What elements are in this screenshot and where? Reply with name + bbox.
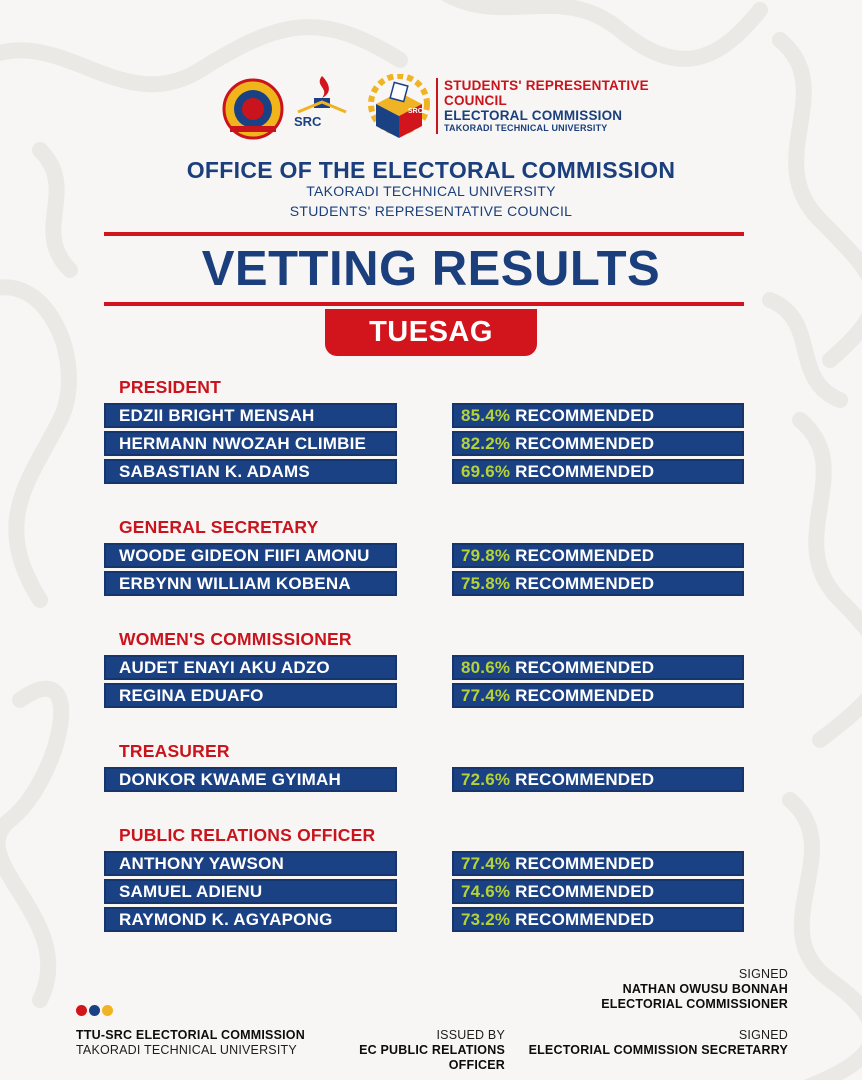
page-title: VETTING RESULTS [201,242,661,296]
result-percent: 73.2% [461,910,511,929]
candidate-name: REGINA EDUAFO [104,683,397,708]
ec-badge-text: SRC [408,108,423,115]
signatory-title: ELECTORIAL COMMISSION SECRETARRY [528,1043,788,1057]
result-status: RECOMMENDED [515,546,655,565]
candidate-name: HERMANN NWOZAH CLIMBIE [104,431,397,456]
signed-label: SIGNED [738,967,788,981]
result-status: RECOMMENDED [515,882,655,901]
footer-org [76,1028,305,1058]
result-percent: 77.4% [461,686,511,705]
category-title: PRESIDENT [119,377,221,397]
result-status: RECOMMENDED [515,854,655,873]
result-status: RECOMMENDED [515,406,655,425]
council-name: STUDENTS' REPRESENTATIVE COUNCIL [289,203,573,219]
ec-line2: ELECTORAL COMMISSION [444,108,623,123]
issued-by-label: ISSUED BY [436,1028,505,1042]
footer-dot-yellow [102,1005,113,1016]
footer-dot-red [76,1005,87,1016]
candidate-result [452,571,744,596]
issued-by: EC PUBLIC RELATIONS OFFICER [359,1043,505,1072]
candidate-result [452,879,744,904]
category-title: TREASURER [119,741,230,761]
candidate-name: DONKOR KWAME GYIMAH [104,767,397,792]
result-percent: 75.8% [461,574,511,593]
result-status: RECOMMENDED [515,574,655,593]
signed-label: SIGNED [738,1028,788,1042]
signatory-title: ELECTORIAL COMMISSIONER [601,997,788,1011]
candidate-name: WOODE GIDEON FIIFI AMONU [104,543,397,568]
result-status: RECOMMENDED [515,910,655,929]
candidate-result [452,459,744,484]
footer-org-name: TTU-SRC ELECTORIAL COMMISSION [76,1028,305,1042]
candidate-name: SAMUEL ADIENU [104,879,397,904]
candidate-result [452,655,744,680]
university-seal-icon [222,78,284,140]
ec-logo-text [436,78,649,134]
footer-issued [300,1028,505,1073]
footer-university: TAKORADI TECHNICAL UNIVERSITY [76,1043,297,1057]
bottom-rule [104,302,744,306]
result-status: RECOMMENDED [515,462,655,481]
ec-line3: TAKORADI TECHNICAL UNIVERSITY [444,123,608,133]
candidate-result [452,431,744,456]
ec-line1a: STUDENTS' REPRESENTATIVE [444,78,649,93]
result-status: RECOMMENDED [515,658,655,677]
footer-dot-blue [89,1005,100,1016]
candidate-result [452,907,744,932]
candidate-name: RAYMOND K. AGYAPONG [104,907,397,932]
university-name: TAKORADI TECHNICAL UNIVERSITY [306,183,556,199]
src-logo [294,72,350,139]
category-title: GENERAL SECRETARY [119,517,319,537]
result-percent: 72.6% [461,770,511,789]
category-title: WOMEN'S COMMISSIONER [119,629,352,649]
ballot-box-icon [368,74,430,140]
result-percent: 69.6% [461,462,511,481]
result-percent: 74.6% [461,882,511,901]
candidate-result [452,851,744,876]
result-status: RECOMMENDED [515,686,655,705]
src-logo-text: SRC [294,114,322,129]
ec-badge [368,74,430,145]
result-status: RECOMMENDED [515,434,655,453]
candidate-name: EDZII BRIGHT MENSAH [104,403,397,428]
candidate-name: SABASTIAN K. ADAMS [104,459,397,484]
candidate-result [452,683,744,708]
category-title: PUBLIC RELATIONS OFFICER [119,825,376,845]
result-percent: 79.8% [461,546,511,565]
footer-signature-2 [520,1028,788,1058]
signatory-name: NATHAN OWUSU BONNAH [622,982,788,996]
result-status: RECOMMENDED [515,770,655,789]
ec-line1b: COUNCIL [444,93,507,108]
result-percent: 82.2% [461,434,511,453]
group-badge: TUESAG [325,309,537,356]
candidate-name: AUDET ENAYI AKU ADZO [104,655,397,680]
footer-signature-1 [540,967,788,1012]
office-title: OFFICE OF THE ELECTORAL COMMISSION [186,157,676,183]
top-rule [104,232,744,236]
candidate-name: ERBYNN WILLIAM KOBENA [104,571,397,596]
candidate-result [452,767,744,792]
result-percent: 80.6% [461,658,511,677]
result-percent: 77.4% [461,854,511,873]
result-percent: 85.4% [461,406,511,425]
candidate-name: ANTHONY YAWSON [104,851,397,876]
candidate-result [452,543,744,568]
candidate-result [452,403,744,428]
